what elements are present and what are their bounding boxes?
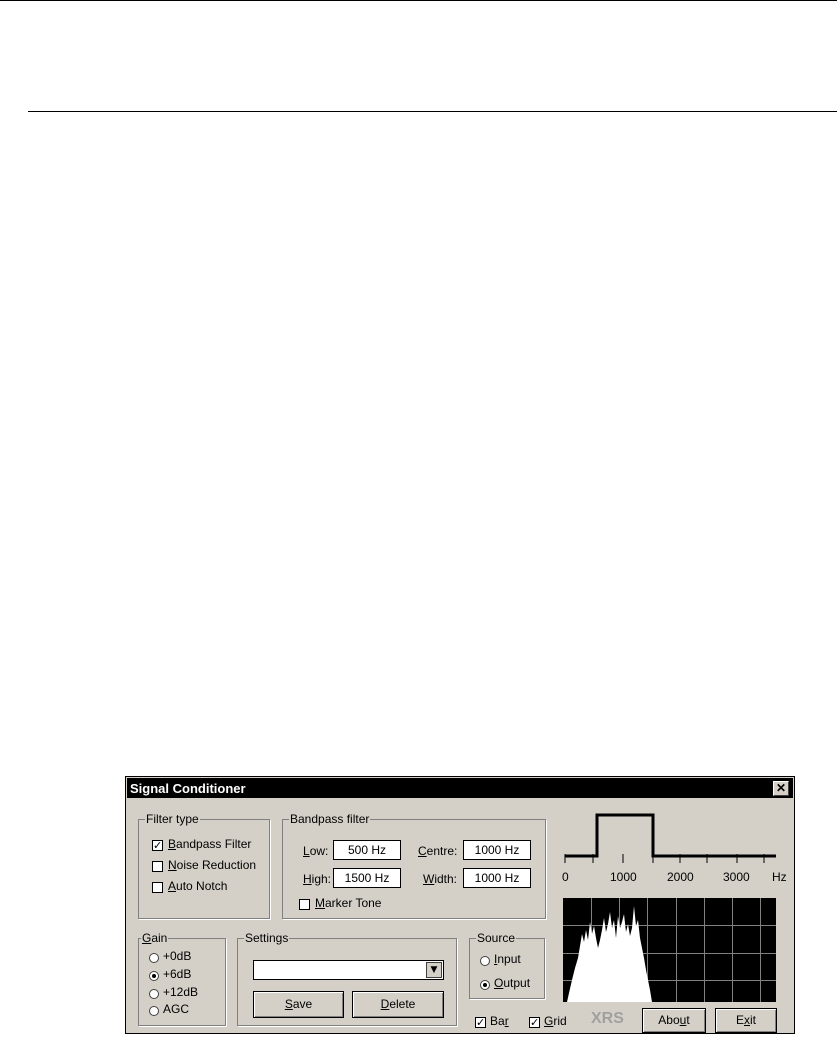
close-icon[interactable]: ✕ [773, 781, 789, 796]
gain-12db-label[interactable]: +12dB [163, 985, 199, 999]
about-button[interactable]: About [642, 1008, 706, 1033]
centre-label: Centre: [418, 844, 458, 858]
high-input[interactable]: 1500 Hz [333, 868, 401, 888]
gain-0db-label[interactable]: +0dB [163, 949, 192, 963]
spectrum-display [563, 898, 776, 1002]
source-output-label[interactable]: Output [494, 976, 531, 990]
marker-tone-checkbox[interactable] [299, 899, 310, 910]
axis-unit-label: Hz [772, 870, 787, 884]
centre-input[interactable]: 1000 Hz [463, 840, 531, 860]
gain-0db-radio[interactable] [149, 953, 159, 963]
section-rule [28, 111, 837, 112]
gain-group [138, 931, 226, 1026]
gain-6db-radio[interactable] [149, 971, 159, 981]
source-input-radio[interactable] [480, 956, 490, 966]
source-output-radio[interactable] [480, 980, 490, 990]
high-label: High: [303, 872, 332, 886]
axis-label-2000: 2000 [667, 870, 694, 884]
gain-6db-label[interactable]: +6dB [163, 967, 192, 981]
source-legend: Source [477, 931, 516, 945]
bandpass-filter-checkbox[interactable]: ✓ [153, 839, 163, 852]
filter-type-group [138, 812, 270, 919]
low-label: Low: [303, 844, 329, 858]
top-rule [0, 0, 837, 1]
gain-agc-label[interactable]: AGC [163, 1002, 190, 1016]
grid-label[interactable]: Grid [544, 1014, 567, 1028]
auto-notch-label[interactable]: Auto Notch [168, 879, 228, 893]
source-input-label[interactable]: Input [494, 952, 521, 966]
gain-12db-radio[interactable] [149, 989, 159, 999]
settings-legend: Settings [245, 931, 289, 945]
settings-select[interactable] [253, 960, 444, 980]
grid-checkbox[interactable]: ✓ [530, 1016, 540, 1029]
filter-type-legend: Filter type [146, 812, 199, 826]
gain-legend: Gain [142, 931, 168, 945]
settings-group [237, 931, 457, 1026]
width-input[interactable]: 1000 Hz [463, 868, 531, 888]
gain-agc-radio[interactable] [149, 1006, 159, 1016]
title-bar[interactable] [127, 778, 793, 798]
width-label: Width: [423, 872, 458, 886]
bandpass-filter-group [282, 812, 546, 919]
source-group [469, 931, 545, 999]
bar-label[interactable]: Bar [490, 1014, 509, 1028]
low-input[interactable]: 500 Hz [333, 840, 401, 860]
bandpass-filter-label[interactable]: Bandpass Filter [168, 837, 252, 851]
axis-label-3000: 3000 [723, 870, 750, 884]
delete-button[interactable]: Delete [352, 991, 444, 1018]
signal-conditioner-window [125, 776, 795, 1034]
marker-tone-label[interactable]: Marker Tone [315, 896, 382, 910]
save-button[interactable]: Save [253, 991, 344, 1018]
bandpass-filter-legend: Bandpass filter [290, 812, 370, 826]
auto-notch-checkbox[interactable] [152, 882, 163, 893]
exit-button[interactable]: Exit [715, 1008, 777, 1033]
axis-label-1000: 1000 [610, 870, 637, 884]
noise-reduction-label[interactable]: Noise Reduction [168, 858, 257, 872]
window-title: Signal Conditioner [130, 781, 246, 796]
passband-trace [565, 815, 776, 856]
xrs-logo: XRS [591, 1010, 624, 1027]
bar-checkbox[interactable]: ✓ [476, 1016, 486, 1029]
noise-reduction-checkbox[interactable] [152, 861, 163, 872]
chevron-down-icon[interactable]: ▼ [426, 962, 442, 978]
filter-response-graph [562, 811, 786, 863]
axis-label-0: 0 [562, 870, 569, 884]
